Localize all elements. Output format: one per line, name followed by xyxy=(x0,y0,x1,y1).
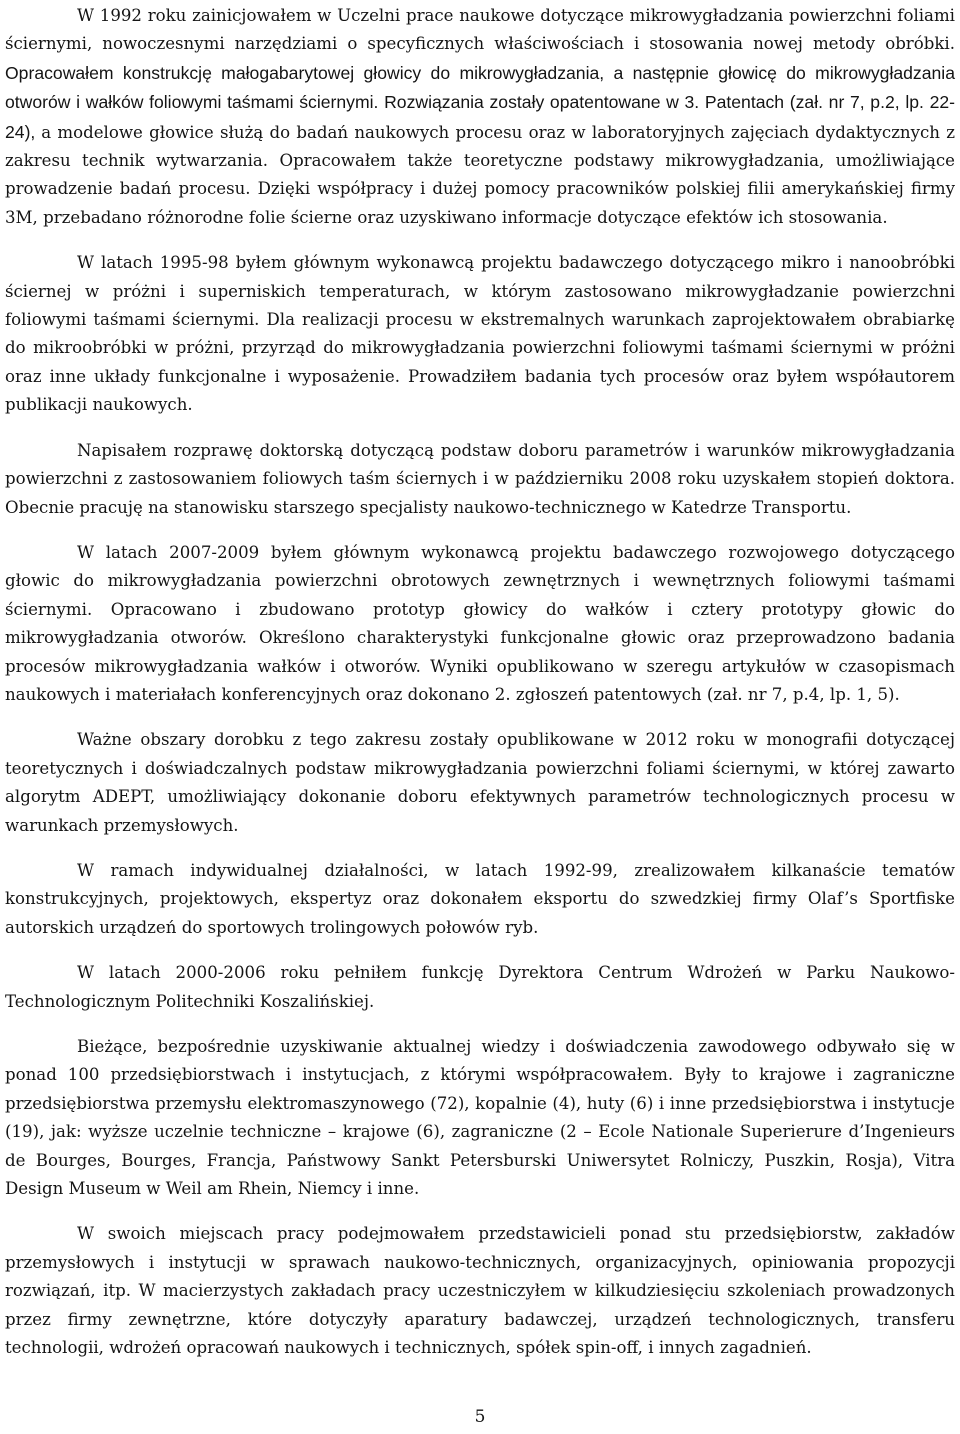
paragraph-1992-research xyxy=(5,2,955,232)
paragraph-2007-2009-project: W latach 2007-2009 byłem głównym wykonawcą projektu badawczego rozwojowego dotyczącego głowic do mikrowygładzania powierzchni obrotowych zewnętrznych i wewnętrznych foliowymi taśmami ściernymi. Opracowano i zbudowano prototyp głowicy do wałków i cztery prototypy głowic do mikrowygładzania otworów. Określono charakterystyki funkcjonalne głowic oraz przeprowadzono badania procesów mikrowygładzania wałków i otworów. Wyniki opublikowano w szeregu artykułów w czasopismach naukowych i materiałach konferencyjnych oraz dokonano 2. zgłoszeń patentowych (zał. nr 7, p.4, lp. 1, 5). xyxy=(5,542,955,704)
paragraph-trainings: W swoich miejscach pracy podejmowałem przedstawicieli ponad stu przedsiębiorstw, zakładów przemysłowych i instytucji w sprawach naukowo-technicznych, organizacyjnych, opiniowania propozycji rozwiązań, itp. W macierzystych zakładach pracy uczestniczyłem w kilkudziesięciu szkoleniach prowadzonych przez firmy zewnętrzne, które dotyczyły aparatury badawczej, urządzeń technologicznych, transferu technologii, wdrożeń opracowań naukowych i technicznych, spółek spin-off, i innych zagadnień. xyxy=(5,1224,955,1358)
paragraph-doctorate: Napisałem rozprawę doktorską dotyczącą podstaw doboru parametrów i warunków mikrowygładzania powierzchni z zastosowaniem foliowych taśm ściernych i w październiku 2008 roku uzyskałem stopień doktora. Obecnie pracuję na stanowisku starszego specjalisty naukowo-technicznego w Katedrze Transportu. xyxy=(5,440,955,517)
paragraph-1995-98-project: W latach 1995-98 byłem głównym wykonawcą projektu badawczego dotyczącego mikro i nanoobróbki ściernej w próżni i superniskich temperaturach, w którym zastosowano mikrowygładzanie powierzchni foliowymi taśmami ściernymi. Dla realizacji procesu w ekstremalnych warunkach zaprojektowałem obrabiarkę do mikroobróbki w próżni, przyrząd do mikrowygładzania powierzchni foliowymi taśmami ściernymi w próżni oraz inne układy funkcjonalne i wyposażenie. Prowadziłem badania tych procesów oraz byłem współautorem publikacji naukowych. xyxy=(5,253,955,415)
paragraph-1992-part-2: Opracowałem konstrukcję małogabarytowej głowicy do mikrowygładzania, a następnie głowicę do mikrowygładzania otworów i wałków foliowymi taśmami ściernymi. Rozwiązania zostały opatentowane w 3. Patentach (zał. nr 7, p.2, lp. 22-24), xyxy=(5,62,955,142)
page-number: 5 xyxy=(474,1407,486,1427)
paragraph-1992-part-1: W 1992 roku zainicjowałem w Uczelni prace naukowe dotyczące mikrowygładzania powierzchni foliami ściernymi, nowoczesnymi narzędziami o specyficznych właściwościach i stosowania nowej metody obróbki. xyxy=(5,6,955,54)
paragraph-1992-part-4: Dzięki współpracy i dużej pomocy pracowników polskiej filii amerykańskiej firmy 3M, przebadano różnorodne folie ścierne oraz uzyskiwano informacje dotyczące efektów ich stosowania. xyxy=(5,179,955,227)
paragraph-industry-cooperation: Bieżące, bezpośrednie uzyskiwanie aktualnej wiedzy i doświadczenia zawodowego odbywało się w ponad 100 przedsiębiorstwach i instytucjach, z którymi współpracowałem. Były to krajowe i zagraniczne przedsiębiorstwa przemysłu elektromaszynowego (72), kopalnie (4), huty (6) i inne przedsiębiorstwa i instytucje (19), jak: wyższe uczelnie techniczne – krajowe (6), zagraniczne (2 – Ecole Nationale Superierure d’Ingenieurs de Bourges, Bourges, Francja, Państwowy Sankt Petersburski Uniwersytet Rolniczy, Puszkin, Rosja), Vitra Design Museum w Weil am Rhein, Niemcy i inne. xyxy=(5,1037,955,1199)
paragraph-1992-part-3: a modelowe głowice służą do badań naukowych procesu oraz w laboratoryjnych zajęciach dydaktycznych z zakresu technik wytwarzania. Opracowałem także teoretyczne podstawy mikrowygładzania, umożliwiające prowadzenie badań procesu. xyxy=(5,122,955,199)
paragraph-monograph-2012: Ważne obszary dorobku z tego zakresu zostały opublikowane w 2012 roku w monografii dotyczącej teoretycznych i doświadczalnych podstaw mikrowygładzania powierzchni foliami ściernymi, w której zawarto algorytm ADEPT, umożliwiający dokonanie doboru efektywnych parametrów technologicznych procesu w warunkach przemysłowych. xyxy=(5,730,955,835)
paragraph-individual-activity: W ramach indywidualnej działalności, w latach 1992-99, zrealizowałem kilkanaście tematów konstrukcyjnych, projektowych, ekspertyz oraz dokonałem eksportu do szwedzkiej firmy Olaf’s Sportfiske autorskich urządzeń do sportowych trolingowych połowów ryb. xyxy=(5,860,955,937)
paragraph-director-role: W latach 2000-2006 roku pełniłem funkcję Dyrektora Centrum Wdrożeń w Parku Naukowo-Technologicznym Politechniki Koszalińskiej. xyxy=(5,963,955,1011)
